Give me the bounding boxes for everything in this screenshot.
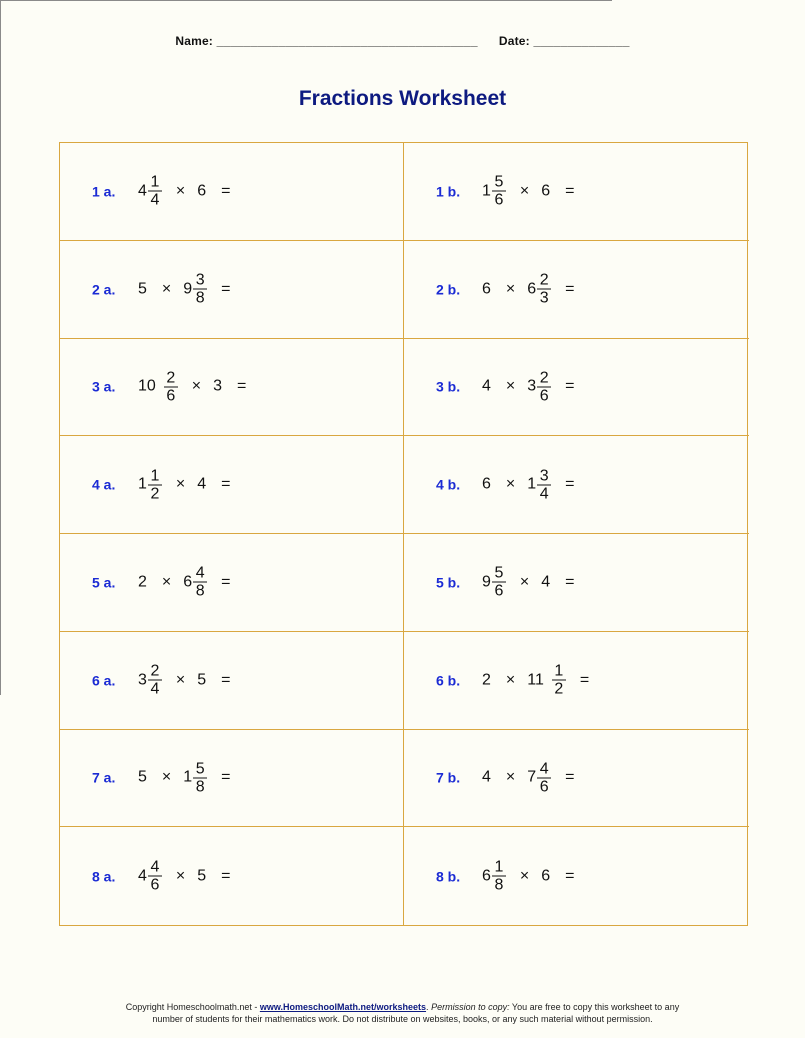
operand: [482, 671, 492, 689]
operand: [138, 467, 162, 502]
footer-permission-label: Permission to copy:: [431, 1002, 510, 1012]
whole-number: 6: [527, 280, 537, 298]
problem-cell-1a: [60, 143, 404, 241]
multiply-sign: ×: [505, 475, 516, 493]
problem-expression: [436, 663, 589, 698]
denominator: 6: [150, 876, 160, 894]
operand: [482, 174, 506, 209]
name-blank: ______________________________________: [216, 34, 478, 48]
operand: [541, 867, 551, 885]
operand: [482, 378, 492, 396]
problem-label: 3 b.: [436, 378, 461, 395]
problem-cell-1b: [404, 143, 749, 241]
problem-label: 8 b.: [436, 868, 461, 885]
denominator: 8: [494, 876, 504, 894]
equals-sign: =: [221, 280, 231, 298]
denominator: 6: [539, 387, 549, 405]
footer-line1-rest: You are free to copy this worksheet to any: [509, 1002, 680, 1012]
operand: [527, 760, 551, 795]
equals-sign: =: [221, 671, 231, 689]
fraction: [537, 272, 551, 307]
denominator: 8: [195, 582, 205, 600]
operand: [183, 565, 207, 600]
equals-sign: =: [237, 377, 247, 395]
whole-number: 1: [527, 475, 537, 493]
multiply-sign: ×: [161, 768, 172, 786]
whole-number: 4: [541, 573, 551, 591]
fraction: [148, 174, 162, 209]
operand: [197, 671, 207, 689]
problem-cell-4b: [404, 436, 749, 534]
problem-cell-8a: [60, 827, 404, 925]
equals-sign: =: [565, 475, 575, 493]
whole-number: 6: [482, 475, 491, 493]
equals-sign: =: [221, 768, 231, 786]
problem-label: 6 a.: [92, 672, 116, 689]
whole-number: 6: [541, 182, 551, 200]
fraction: [537, 369, 551, 404]
denominator: 2: [554, 680, 564, 698]
numerator: 4: [195, 564, 205, 582]
multiply-sign: ×: [505, 280, 516, 298]
fraction: [148, 467, 162, 502]
whole-number: 9: [482, 573, 491, 591]
problem-cell-6b: [404, 632, 749, 730]
denominator: 6: [494, 582, 504, 600]
problem-expression: [436, 369, 575, 404]
operand: [541, 182, 551, 200]
problem-expression: [436, 760, 575, 795]
problem-cell-3a: [60, 339, 404, 437]
numerator: 2: [150, 662, 160, 680]
operand: [138, 573, 148, 591]
multiply-sign: ×: [161, 573, 172, 591]
problem-label: 5 a.: [92, 574, 116, 591]
operand: [138, 369, 178, 404]
denominator: 4: [539, 485, 549, 503]
denominator: 4: [150, 191, 160, 209]
name-label: Name:: [175, 34, 214, 48]
problem-label: 2 b.: [436, 281, 461, 298]
equals-sign: =: [565, 182, 575, 200]
whole-number: 4: [482, 377, 491, 395]
numerator: 2: [166, 369, 176, 387]
whole-number: 6: [197, 182, 207, 200]
operand: [527, 272, 551, 307]
denominator: 6: [166, 387, 176, 405]
problem-label: 8 a.: [92, 868, 116, 885]
problem-expression: [92, 859, 231, 894]
problem-cell-5a: [60, 534, 404, 632]
problem-label: 5 b.: [436, 574, 461, 591]
problem-label: 3 a.: [92, 378, 116, 395]
whole-number: 11: [527, 671, 544, 689]
problem-expression: [92, 467, 231, 502]
operand: [138, 663, 162, 698]
operand: [183, 760, 207, 795]
numerator: 5: [494, 564, 504, 582]
fraction: [492, 174, 506, 209]
numerator: 1: [554, 662, 564, 680]
operand: [197, 476, 207, 494]
multiply-sign: ×: [505, 671, 516, 689]
denominator: 4: [150, 680, 160, 698]
numerator: 1: [494, 858, 504, 876]
name-date-line: [0, 34, 805, 48]
multiply-sign: ×: [505, 377, 516, 395]
footer-link[interactable]: www.HomeschoolMath.net/worksheets: [259, 1002, 427, 1012]
operand: [482, 859, 506, 894]
multiply-sign: ×: [519, 573, 530, 591]
problem-expression: [92, 663, 231, 698]
equals-sign: =: [221, 475, 231, 493]
operand: [541, 573, 551, 591]
fraction: [148, 859, 162, 894]
operand: [138, 280, 148, 298]
whole-number: 2: [138, 573, 147, 591]
operand: [213, 378, 223, 396]
problem-expression: [92, 174, 231, 209]
operand: [527, 369, 551, 404]
problem-label: 7 b.: [436, 769, 461, 786]
problem-expression: [92, 565, 231, 600]
problem-label: 4 a.: [92, 476, 116, 493]
equals-sign: =: [565, 867, 575, 885]
multiply-sign: ×: [161, 280, 172, 298]
whole-number: 2: [482, 671, 491, 689]
denominator: 2: [150, 485, 160, 503]
whole-number: 1: [482, 182, 491, 200]
fraction: [164, 369, 178, 404]
numerator: 2: [539, 369, 549, 387]
numerator: 5: [494, 173, 504, 191]
problem-cell-2a: [60, 241, 404, 339]
whole-number: 10: [138, 377, 156, 395]
problem-label: 4 b.: [436, 476, 461, 493]
numerator: 4: [150, 858, 160, 876]
problem-expression: [436, 467, 575, 502]
whole-number: 9: [183, 280, 193, 298]
problem-expression: [436, 565, 575, 600]
date-label: Date:: [498, 34, 530, 48]
denominator: 6: [539, 778, 549, 796]
problem-cell-8b: [404, 827, 749, 925]
equals-sign: =: [579, 671, 590, 689]
whole-number: 5: [197, 867, 207, 885]
numerator: 3: [195, 271, 205, 289]
fraction: [492, 565, 506, 600]
operand: [138, 174, 162, 209]
problem-expression: [436, 859, 575, 894]
equals-sign: =: [565, 768, 575, 786]
equals-sign: =: [565, 573, 575, 591]
numerator: 2: [539, 271, 549, 289]
denominator: 6: [494, 191, 504, 209]
problem-cell-7b: [404, 730, 749, 828]
footer-line2: number of students for their mathematics work. Do not distribute on websites, books, or any such material without permission.: [152, 1014, 653, 1024]
whole-number: 3: [527, 377, 537, 395]
fraction: [492, 859, 506, 894]
fraction: [537, 760, 551, 795]
multiply-sign: ×: [175, 475, 186, 493]
denominator: 8: [195, 289, 205, 307]
numerator: 1: [150, 173, 160, 191]
whole-number: 4: [482, 768, 491, 786]
fraction: [193, 565, 207, 600]
multiply-sign: ×: [175, 671, 186, 689]
numerator: 4: [539, 760, 549, 778]
problem-label: 1 b.: [436, 183, 461, 200]
equals-sign: =: [221, 182, 231, 200]
date-blank: ______________: [533, 34, 630, 48]
fraction: [193, 272, 207, 307]
multiply-sign: ×: [191, 377, 202, 395]
fraction: [193, 760, 207, 795]
problem-cell-7a: [60, 730, 404, 828]
operand: [482, 565, 506, 600]
whole-number: 4: [138, 867, 147, 885]
problem-expression: [92, 272, 231, 307]
operand: [527, 663, 566, 698]
problem-label: 2 a.: [92, 281, 116, 298]
numerator: 1: [150, 467, 160, 485]
operand: [197, 867, 207, 885]
operand: [138, 769, 148, 787]
problem-cell-6a: [60, 632, 404, 730]
whole-number: 5: [197, 671, 207, 689]
operand: [138, 859, 162, 894]
multiply-sign: ×: [175, 182, 186, 200]
numerator: 5: [195, 760, 205, 778]
problem-label: 6 b.: [436, 672, 461, 689]
whole-number: 4: [138, 182, 147, 200]
problem-expression: [92, 760, 231, 795]
equals-sign: =: [221, 573, 231, 591]
whole-number: 3: [138, 671, 147, 689]
problem-expression: [92, 369, 246, 404]
fraction: [537, 467, 551, 502]
whole-number: 3: [213, 377, 223, 395]
equals-sign: =: [221, 867, 231, 885]
problem-expression: [436, 174, 575, 209]
operand: [183, 272, 207, 307]
worksheet-title: Fractions Worksheet: [298, 87, 507, 110]
multiply-sign: ×: [175, 867, 186, 885]
problem-expression: [436, 272, 575, 307]
denominator: 3: [539, 289, 549, 307]
whole-number: 6: [183, 573, 193, 591]
multiply-sign: ×: [505, 768, 516, 786]
whole-number: 1: [183, 768, 193, 786]
multiply-sign: ×: [519, 867, 530, 885]
whole-number: 6: [541, 867, 551, 885]
whole-number: 4: [197, 475, 207, 493]
problem-label: 1 a.: [92, 183, 116, 200]
whole-number: 1: [138, 475, 147, 493]
whole-number: 7: [527, 768, 537, 786]
footer-dot: .: [426, 1002, 432, 1012]
numerator: 3: [539, 467, 549, 485]
problem-label: 7 a.: [92, 769, 116, 786]
operand: [527, 467, 551, 502]
problem-cell-4a: [60, 436, 404, 534]
denominator: 8: [195, 778, 205, 796]
problem-cell-2b: [404, 241, 749, 339]
operand: [197, 182, 207, 200]
footer-copyright: Copyright Homeschoolmath.net -: [125, 1002, 260, 1012]
operand: [482, 476, 492, 494]
operand: [482, 280, 492, 298]
whole-number: 6: [482, 867, 491, 885]
whole-number: 5: [138, 280, 147, 298]
problem-cell-3b: [404, 339, 749, 437]
problem-cell-5b: [404, 534, 749, 632]
whole-number: 6: [482, 280, 491, 298]
whole-number: 5: [138, 768, 147, 786]
equals-sign: =: [565, 377, 575, 395]
fraction: [148, 663, 162, 698]
page-edge-top: [0, 0, 612, 1]
problem-grid: [59, 142, 748, 926]
multiply-sign: ×: [519, 182, 530, 200]
equals-sign: =: [565, 280, 575, 298]
footer: [0, 1001, 805, 1025]
fraction: [552, 663, 566, 698]
operand: [482, 769, 492, 787]
